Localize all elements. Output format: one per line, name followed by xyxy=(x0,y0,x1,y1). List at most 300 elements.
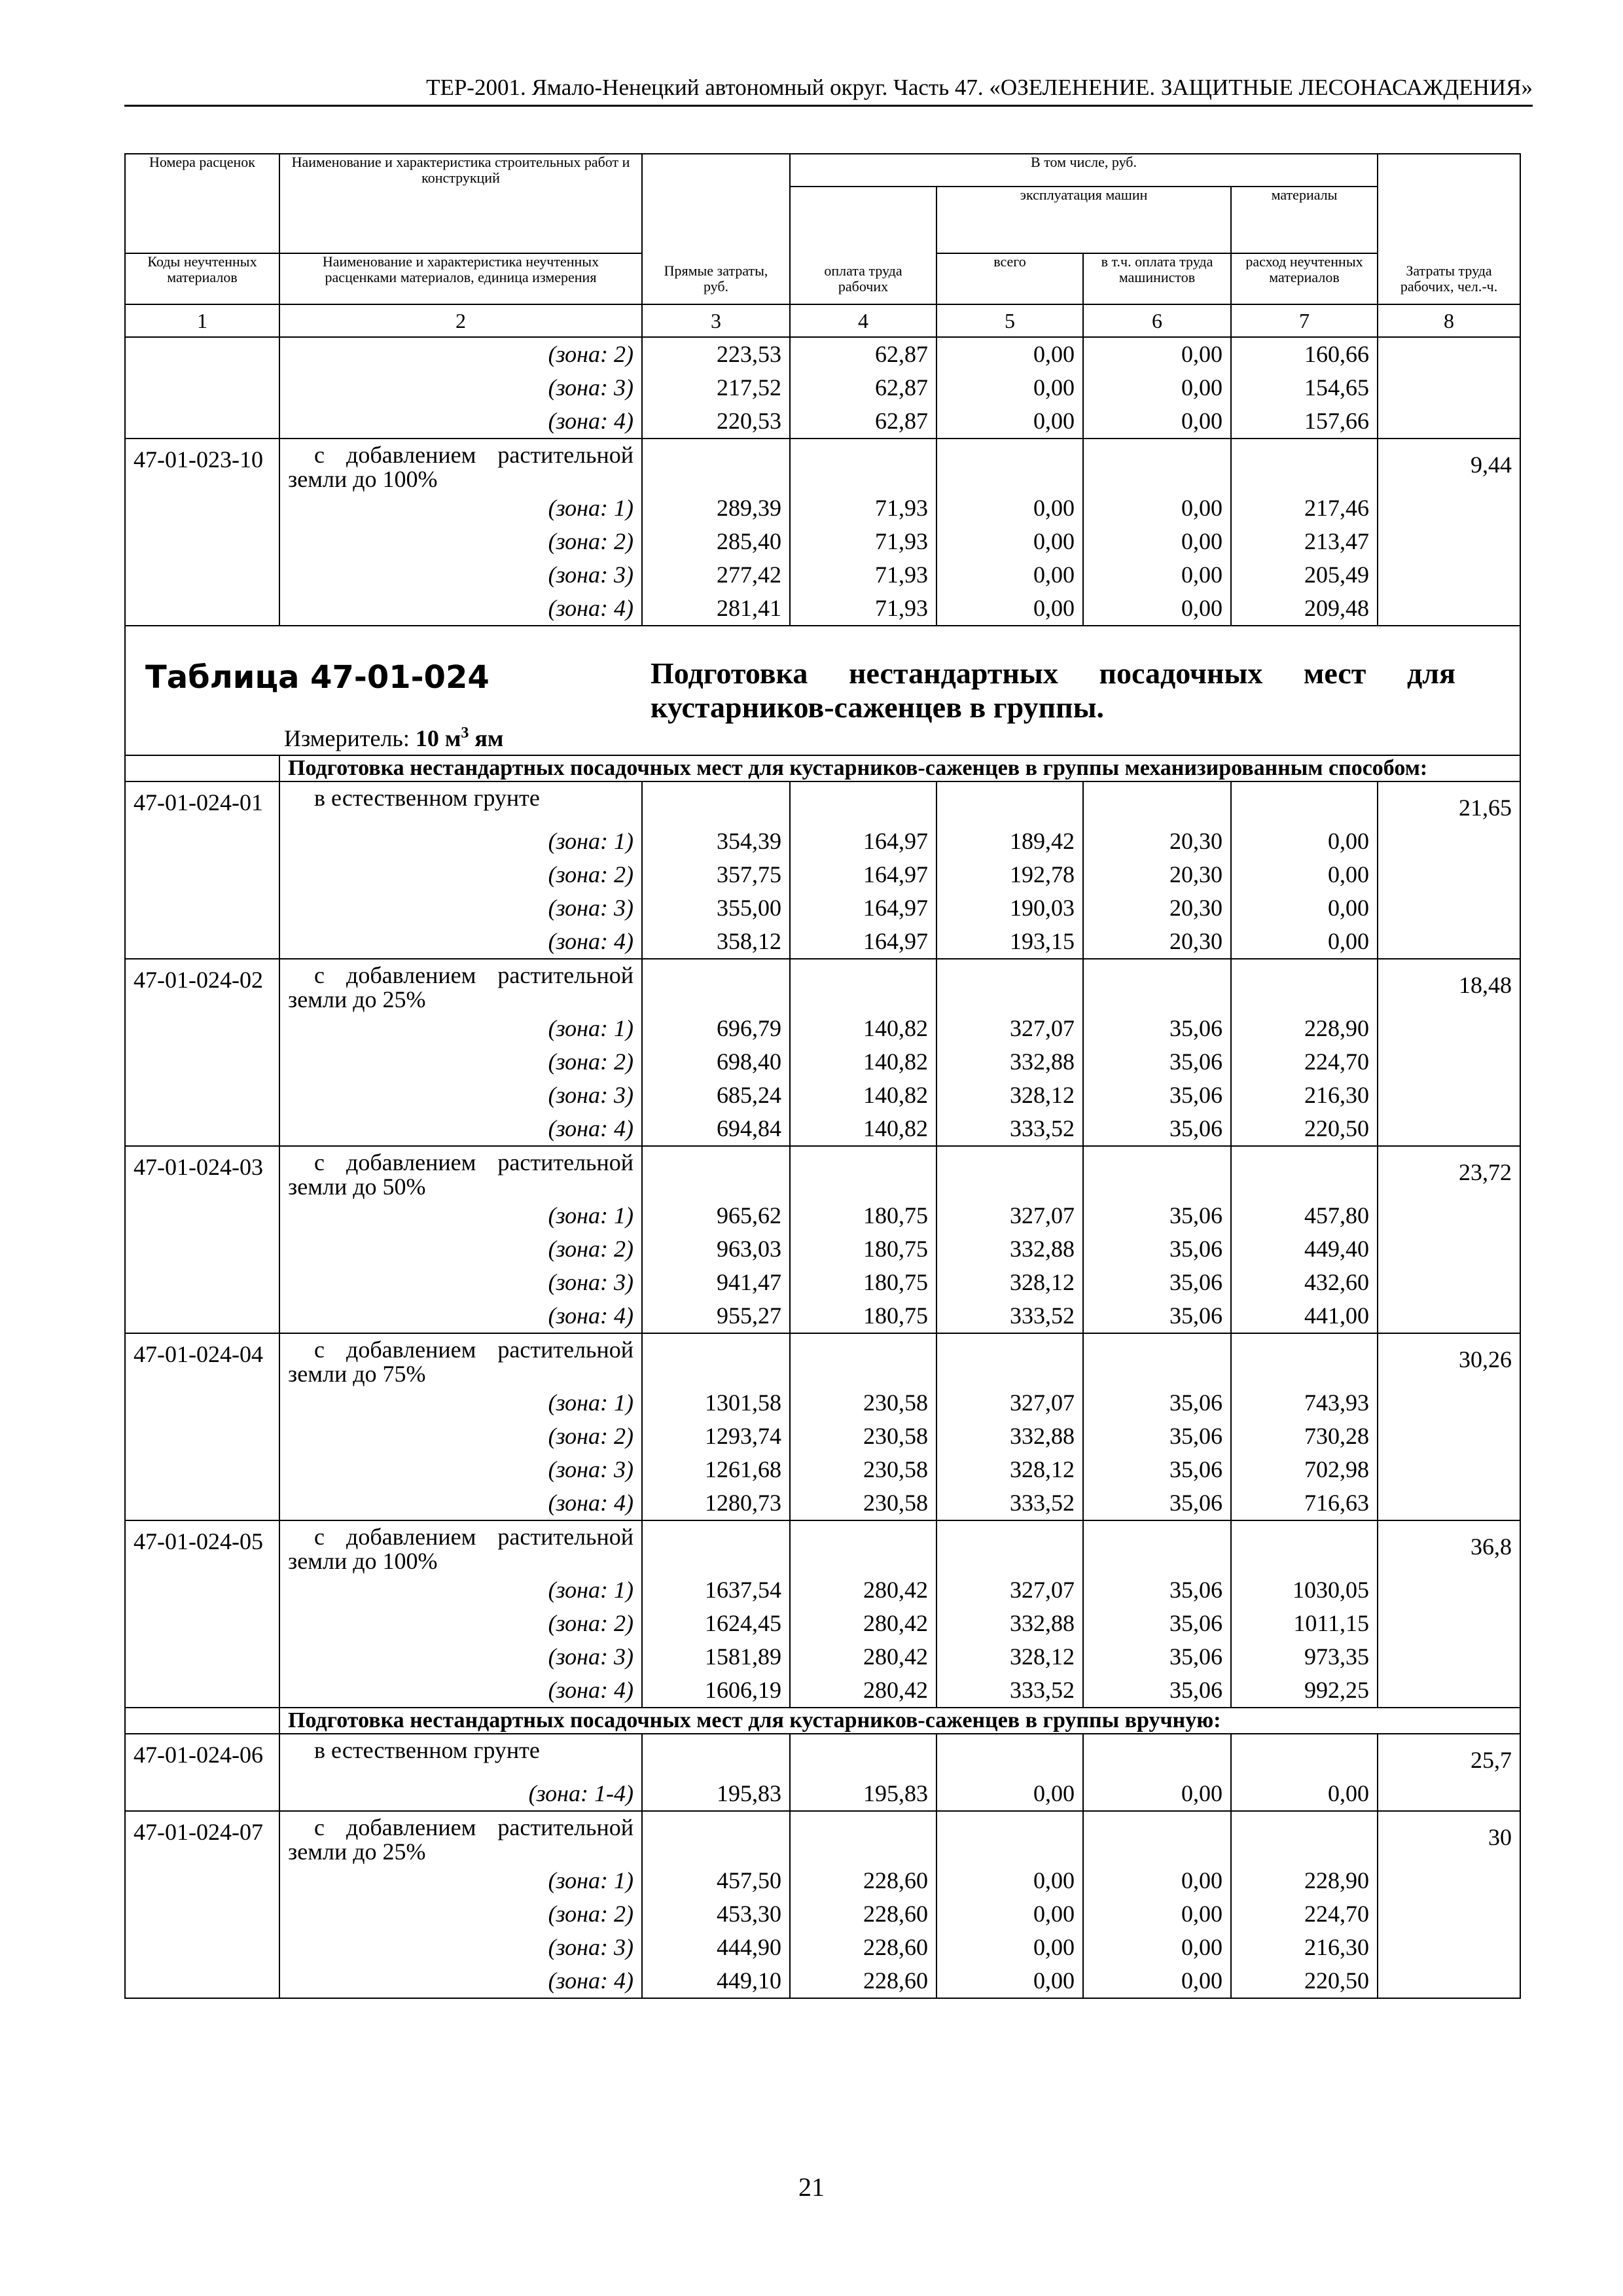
rate-code: 47-01-024-05 xyxy=(125,1520,279,1573)
rate-code xyxy=(125,558,279,592)
cost-value: 0,00 xyxy=(1083,404,1231,439)
cost-value: 71,93 xyxy=(790,558,936,592)
cost-value: 449,40 xyxy=(1231,1232,1378,1266)
table-row xyxy=(125,858,1520,891)
cost-value: 35,06 xyxy=(1083,1266,1231,1299)
cost-value: 195,83 xyxy=(790,1777,936,1811)
zone-label: (зона: 1) xyxy=(279,1386,642,1420)
cost-value: 217,52 xyxy=(642,371,790,404)
empty-cell xyxy=(790,781,936,825)
cost-value: 0,00 xyxy=(1083,1777,1231,1811)
cost-value: 71,93 xyxy=(790,492,936,525)
zone-label: (зона: 3) xyxy=(279,1079,642,1112)
labor-cost: 21,65 xyxy=(1378,781,1520,825)
zone-label: (зона: 2) xyxy=(279,1232,642,1266)
cost-value: 444,90 xyxy=(642,1931,790,1964)
cost-value: 35,06 xyxy=(1083,1674,1231,1708)
section-row xyxy=(125,1708,1520,1734)
cost-value: 332,88 xyxy=(936,1045,1083,1079)
rate-code xyxy=(125,1573,279,1607)
cost-value: 685,24 xyxy=(642,1079,790,1112)
cost-value: 209,48 xyxy=(1231,592,1378,626)
table-row xyxy=(125,891,1520,925)
col-number: 8 xyxy=(1378,304,1520,337)
labor-cost xyxy=(1378,558,1520,592)
cost-value: 281,41 xyxy=(642,592,790,626)
labor-cost xyxy=(1378,592,1520,626)
cost-value: 1011,15 xyxy=(1231,1607,1378,1640)
cost-value: 289,39 xyxy=(642,492,790,525)
col-vsego: всего xyxy=(936,253,1083,304)
cost-value: 963,03 xyxy=(642,1232,790,1266)
rate-code xyxy=(125,858,279,891)
table-row xyxy=(125,1674,1520,1708)
table-row xyxy=(125,371,1520,404)
work-description: с добавлением растительной земли до 75% xyxy=(279,1333,642,1386)
cost-value: 965,62 xyxy=(642,1199,790,1232)
cost-value: 35,06 xyxy=(1083,1573,1231,1607)
empty-cell xyxy=(1231,1734,1378,1777)
cost-value: 62,87 xyxy=(790,337,936,371)
empty-cell xyxy=(1083,439,1231,492)
cost-value: 35,06 xyxy=(1083,1386,1231,1420)
col-naim2: Наименование и характеристика неучтенных расценками материалов, единица измерения xyxy=(279,253,642,304)
empty-cell xyxy=(642,1520,790,1573)
empty-cell xyxy=(790,959,936,1012)
labor-cost xyxy=(1378,1079,1520,1112)
labor-cost: 23,72 xyxy=(1378,1146,1520,1199)
cost-value: 230,58 xyxy=(790,1420,936,1453)
cost-value: 228,60 xyxy=(790,1931,936,1964)
cost-value: 180,75 xyxy=(790,1299,936,1333)
cost-value: 216,30 xyxy=(1231,1931,1378,1964)
cost-value: 354,39 xyxy=(642,825,790,858)
rate-code xyxy=(125,1112,279,1146)
rate-code xyxy=(125,1420,279,1453)
cost-value: 190,03 xyxy=(936,891,1083,925)
zone-label: (зона: 2) xyxy=(279,1420,642,1453)
cost-value: 35,06 xyxy=(1083,1299,1231,1333)
labor-cost xyxy=(1378,1864,1520,1897)
cost-value: 140,82 xyxy=(790,1112,936,1146)
empty-cell xyxy=(1083,1734,1231,1777)
rate-code xyxy=(125,492,279,525)
empty-cell xyxy=(790,1811,936,1864)
table-row xyxy=(125,337,1520,371)
cost-value: 0,00 xyxy=(936,1964,1083,1998)
cost-value: 71,93 xyxy=(790,592,936,626)
zone-label: (зона: 1-4) xyxy=(279,1777,642,1811)
col-materialy: материалы xyxy=(1231,187,1378,253)
zone-label: (зона: 4) xyxy=(279,925,642,959)
empty-cell xyxy=(790,1146,936,1199)
cost-value: 1293,74 xyxy=(642,1420,790,1453)
table-row xyxy=(125,959,1520,1012)
labor-cost xyxy=(1378,1386,1520,1420)
cost-value: 1624,45 xyxy=(642,1607,790,1640)
labor-cost: 30 xyxy=(1378,1811,1520,1864)
cost-value: 328,12 xyxy=(936,1079,1083,1112)
table-row xyxy=(125,1112,1520,1146)
labor-cost xyxy=(1378,1640,1520,1674)
col-ekspl: эксплуатация машин xyxy=(936,187,1231,253)
col-number: 1 xyxy=(125,304,279,337)
cost-value: 228,90 xyxy=(1231,1012,1378,1045)
cost-value: 955,27 xyxy=(642,1299,790,1333)
cost-value: 0,00 xyxy=(936,592,1083,626)
empty-cell xyxy=(1231,1811,1378,1864)
cost-value: 0,00 xyxy=(1083,558,1231,592)
cost-value: 192,78 xyxy=(936,858,1083,891)
cost-value: 1581,89 xyxy=(642,1640,790,1674)
cost-value: 20,30 xyxy=(1083,925,1231,959)
cost-value: 1280,73 xyxy=(642,1486,790,1520)
zone-label: (зона: 4) xyxy=(279,1486,642,1520)
col-zatraty: Затраты труда рабочих, чел.-ч. xyxy=(1378,154,1520,304)
rate-code xyxy=(125,371,279,404)
table-body xyxy=(125,154,1520,1998)
cost-value: 230,58 xyxy=(790,1486,936,1520)
zone-label: (зона: 2) xyxy=(279,1897,642,1931)
labor-cost xyxy=(1378,1012,1520,1045)
empty-cell xyxy=(1231,1333,1378,1386)
cost-value: 457,80 xyxy=(1231,1199,1378,1232)
empty-cell xyxy=(642,1811,790,1864)
labor-cost xyxy=(1378,858,1520,891)
table-row xyxy=(125,925,1520,959)
empty-cell xyxy=(125,1708,279,1734)
section-title: Подготовка нестандартных посадочных мест для кустарников-саженцев в группы вручную: xyxy=(279,1708,1520,1734)
cost-value: 277,42 xyxy=(642,558,790,592)
measure-prefix: Измеритель: xyxy=(284,725,416,751)
cost-value: 154,65 xyxy=(1231,371,1378,404)
cost-value: 228,60 xyxy=(790,1864,936,1897)
cost-value: 140,82 xyxy=(790,1012,936,1045)
cost-value: 0,00 xyxy=(936,337,1083,371)
cost-value: 217,46 xyxy=(1231,492,1378,525)
cost-value: 62,87 xyxy=(790,371,936,404)
cost-value: 449,10 xyxy=(642,1964,790,1998)
col-number: 6 xyxy=(1083,304,1231,337)
empty-cell xyxy=(1083,1520,1231,1573)
table-name: Подготовка нестандартных посадочных мест для кустарников-саженцев в группы. xyxy=(651,656,1455,724)
cost-value: 694,84 xyxy=(642,1112,790,1146)
cost-value: 164,97 xyxy=(790,825,936,858)
rate-code xyxy=(125,1453,279,1486)
labor-cost xyxy=(1378,1045,1520,1079)
zone-label: (зона: 4) xyxy=(279,1112,642,1146)
col-vtom: В том числе, руб. xyxy=(790,154,1378,187)
cost-value: 1030,05 xyxy=(1231,1573,1378,1607)
labor-cost xyxy=(1378,891,1520,925)
cost-value: 180,75 xyxy=(790,1266,936,1299)
cost-value: 189,42 xyxy=(936,825,1083,858)
cost-value: 327,07 xyxy=(936,1386,1083,1420)
cost-value: 332,88 xyxy=(936,1232,1083,1266)
table-row xyxy=(125,1453,1520,1486)
cost-value: 35,06 xyxy=(1083,1232,1231,1266)
zone-label: (зона: 4) xyxy=(279,1299,642,1333)
table-row xyxy=(125,1199,1520,1232)
rate-code xyxy=(125,925,279,959)
cost-value: 698,40 xyxy=(642,1045,790,1079)
rate-code xyxy=(125,1386,279,1420)
rate-code xyxy=(125,1674,279,1708)
cost-value: 157,66 xyxy=(1231,404,1378,439)
cost-value: 220,53 xyxy=(642,404,790,439)
cost-value: 327,07 xyxy=(936,1573,1083,1607)
labor-cost xyxy=(1378,371,1520,404)
col-kody: Коды неучтенных материалов xyxy=(125,253,279,304)
table-row xyxy=(125,1811,1520,1864)
zone-label: (зона: 1) xyxy=(279,825,642,858)
rate-code xyxy=(125,1232,279,1266)
col-number: 3 xyxy=(642,304,790,337)
price-table xyxy=(124,153,1521,1999)
empty-cell xyxy=(936,1333,1083,1386)
labor-cost: 9,44 xyxy=(1378,439,1520,492)
labor-cost xyxy=(1378,1897,1520,1931)
work-description: с добавлением растительной земли до 25% xyxy=(279,959,642,1012)
rate-code xyxy=(125,1897,279,1931)
rate-code xyxy=(125,1486,279,1520)
labor-cost xyxy=(1378,1232,1520,1266)
rate-code xyxy=(125,592,279,626)
empty-cell xyxy=(1083,959,1231,1012)
cost-value: 230,58 xyxy=(790,1386,936,1420)
work-description: с добавлением растительной земли до 100% xyxy=(279,1520,642,1573)
table-row xyxy=(125,1486,1520,1520)
zone-label: (зона: 3) xyxy=(279,1453,642,1486)
cost-value: 160,66 xyxy=(1231,337,1378,371)
cost-value: 140,82 xyxy=(790,1079,936,1112)
table-row xyxy=(125,558,1520,592)
rate-code: 47-01-023-10 xyxy=(125,439,279,492)
cost-value: 62,87 xyxy=(790,404,936,439)
cost-value: 35,06 xyxy=(1083,1420,1231,1453)
cost-value: 280,42 xyxy=(790,1573,936,1607)
labor-cost xyxy=(1378,825,1520,858)
zone-label: (зона: 3) xyxy=(279,371,642,404)
cost-value: 280,42 xyxy=(790,1607,936,1640)
labor-cost xyxy=(1378,1486,1520,1520)
zone-label: (зона: 1) xyxy=(279,1864,642,1897)
rate-code xyxy=(125,825,279,858)
cost-value: 20,30 xyxy=(1083,825,1231,858)
labor-cost xyxy=(1378,1199,1520,1232)
work-description: с добавлением растительной земли до 25% xyxy=(279,1811,642,1864)
cost-value: 457,50 xyxy=(642,1864,790,1897)
col-rashod: расход неучтенных материалов xyxy=(1231,253,1378,304)
empty-cell xyxy=(790,1734,936,1777)
empty-cell xyxy=(936,1520,1083,1573)
table-row xyxy=(125,1333,1520,1386)
empty-cell xyxy=(642,1333,790,1386)
cost-value: 716,63 xyxy=(1231,1486,1378,1520)
empty-cell xyxy=(125,755,279,781)
zone-label: (зона: 4) xyxy=(279,404,642,439)
cost-value: 441,00 xyxy=(1231,1299,1378,1333)
table-row xyxy=(125,439,1520,492)
rate-code xyxy=(125,1199,279,1232)
table-title-row xyxy=(125,626,1520,755)
empty-cell xyxy=(936,959,1083,1012)
cost-value: 193,15 xyxy=(936,925,1083,959)
table-row xyxy=(125,1964,1520,1998)
cost-value: 355,00 xyxy=(642,891,790,925)
labor-cost xyxy=(1378,1420,1520,1453)
cost-value: 0,00 xyxy=(1083,1964,1231,1998)
labor-cost xyxy=(1378,1453,1520,1486)
table-row xyxy=(125,1864,1520,1897)
rate-code xyxy=(125,1864,279,1897)
empty-cell xyxy=(936,1811,1083,1864)
rate-code xyxy=(125,1964,279,1998)
rate-code xyxy=(125,525,279,558)
col-vtch: в т.ч. оплата труда машинистов xyxy=(1083,253,1231,304)
cost-value: 228,60 xyxy=(790,1964,936,1998)
cost-value: 0,00 xyxy=(1083,525,1231,558)
cost-value: 223,53 xyxy=(642,337,790,371)
labor-cost xyxy=(1378,1112,1520,1146)
cost-value: 327,07 xyxy=(936,1199,1083,1232)
labor-cost xyxy=(1378,337,1520,371)
labor-cost xyxy=(1378,404,1520,439)
col-nomera: Номера расценок xyxy=(125,154,279,253)
cost-value: 328,12 xyxy=(936,1640,1083,1674)
labor-cost xyxy=(1378,1777,1520,1811)
table-row xyxy=(125,1146,1520,1199)
empty-cell xyxy=(936,781,1083,825)
table-row xyxy=(125,1079,1520,1112)
work-description: в естественном грунте xyxy=(279,781,642,825)
rate-code: 47-01-024-04 xyxy=(125,1333,279,1386)
zone-label: (зона: 2) xyxy=(279,337,642,371)
rate-code: 47-01-024-07 xyxy=(125,1811,279,1864)
empty-cell xyxy=(642,1146,790,1199)
cost-value: 164,97 xyxy=(790,891,936,925)
labor-cost xyxy=(1378,1573,1520,1607)
empty-cell xyxy=(642,439,790,492)
empty-cell xyxy=(1231,1146,1378,1199)
labor-cost xyxy=(1378,1931,1520,1964)
cost-value: 0,00 xyxy=(1083,592,1231,626)
cost-value: 333,52 xyxy=(936,1112,1083,1146)
rate-code xyxy=(125,1079,279,1112)
labor-cost xyxy=(1378,1607,1520,1640)
zone-label: (зона: 1) xyxy=(279,1012,642,1045)
zone-label: (зона: 4) xyxy=(279,1674,642,1708)
cost-value: 332,88 xyxy=(936,1607,1083,1640)
cost-value: 333,52 xyxy=(936,1299,1083,1333)
cost-value: 0,00 xyxy=(1083,1864,1231,1897)
col-number: 5 xyxy=(936,304,1083,337)
cost-value: 164,97 xyxy=(790,858,936,891)
cost-value: 0,00 xyxy=(936,404,1083,439)
empty-cell xyxy=(1231,781,1378,825)
table-row xyxy=(125,1931,1520,1964)
cost-value: 71,93 xyxy=(790,525,936,558)
rate-code: 47-01-024-01 xyxy=(125,781,279,825)
empty-cell xyxy=(1083,1811,1231,1864)
rate-code xyxy=(125,1045,279,1079)
rate-code: 47-01-024-06 xyxy=(125,1734,279,1777)
cost-value: 280,42 xyxy=(790,1674,936,1708)
empty-cell xyxy=(1231,439,1378,492)
table-row xyxy=(125,1640,1520,1674)
cost-value: 0,00 xyxy=(1231,925,1378,959)
cost-value: 195,83 xyxy=(642,1777,790,1811)
zone-label: (зона: 4) xyxy=(279,592,642,626)
cost-value: 332,88 xyxy=(936,1420,1083,1453)
labor-cost: 36,8 xyxy=(1378,1520,1520,1573)
zone-label: (зона: 2) xyxy=(279,858,642,891)
cost-value: 35,06 xyxy=(1083,1486,1231,1520)
labor-cost xyxy=(1378,492,1520,525)
cost-value: 180,75 xyxy=(790,1232,936,1266)
cost-value: 328,12 xyxy=(936,1453,1083,1486)
cost-value: 224,70 xyxy=(1231,1897,1378,1931)
table-row xyxy=(125,781,1520,825)
empty-cell xyxy=(642,1734,790,1777)
rate-code xyxy=(125,1266,279,1299)
labor-cost: 25,7 xyxy=(1378,1734,1520,1777)
cost-value: 0,00 xyxy=(1231,1777,1378,1811)
measure-value: 10 м xyxy=(415,725,461,751)
cost-value: 358,12 xyxy=(642,925,790,959)
cost-value: 35,06 xyxy=(1083,1640,1231,1674)
rate-code xyxy=(125,1607,279,1640)
table-row xyxy=(125,1520,1520,1573)
cost-value: 35,06 xyxy=(1083,1045,1231,1079)
col-naim1: Наименование и характеристика строительных работ и конструкций xyxy=(279,154,642,253)
cost-value: 20,30 xyxy=(1083,891,1231,925)
rate-code xyxy=(125,1299,279,1333)
table-row xyxy=(125,1734,1520,1777)
table-row xyxy=(125,1777,1520,1811)
cost-value: 220,50 xyxy=(1231,1964,1378,1998)
col-number: 4 xyxy=(790,304,936,337)
empty-cell xyxy=(1083,781,1231,825)
cost-value: 0,00 xyxy=(1231,825,1378,858)
zone-label: (зона: 3) xyxy=(279,558,642,592)
zone-label: (зона: 2) xyxy=(279,525,642,558)
rate-code xyxy=(125,1931,279,1964)
cost-value: 35,06 xyxy=(1083,1453,1231,1486)
table-row xyxy=(125,1573,1520,1607)
zone-label: (зона: 4) xyxy=(279,1964,642,1998)
cost-value: 224,70 xyxy=(1231,1045,1378,1079)
empty-cell xyxy=(936,1734,1083,1777)
zone-label: (зона: 2) xyxy=(279,1045,642,1079)
table-title xyxy=(125,626,1520,755)
cost-value: 1261,68 xyxy=(642,1453,790,1486)
cost-value: 702,98 xyxy=(1231,1453,1378,1486)
table-row xyxy=(125,825,1520,858)
cost-value: 35,06 xyxy=(1083,1079,1231,1112)
table-row xyxy=(125,1012,1520,1045)
cost-value: 35,06 xyxy=(1083,1112,1231,1146)
table-row xyxy=(125,1420,1520,1453)
zone-label: (зона: 1) xyxy=(279,1199,642,1232)
cost-value: 992,25 xyxy=(1231,1674,1378,1708)
work-description: с добавлением растительной земли до 50% xyxy=(279,1146,642,1199)
table-row xyxy=(125,1266,1520,1299)
cost-value: 730,28 xyxy=(1231,1420,1378,1453)
rate-code xyxy=(125,891,279,925)
cost-value: 213,47 xyxy=(1231,525,1378,558)
cost-value: 230,58 xyxy=(790,1453,936,1486)
